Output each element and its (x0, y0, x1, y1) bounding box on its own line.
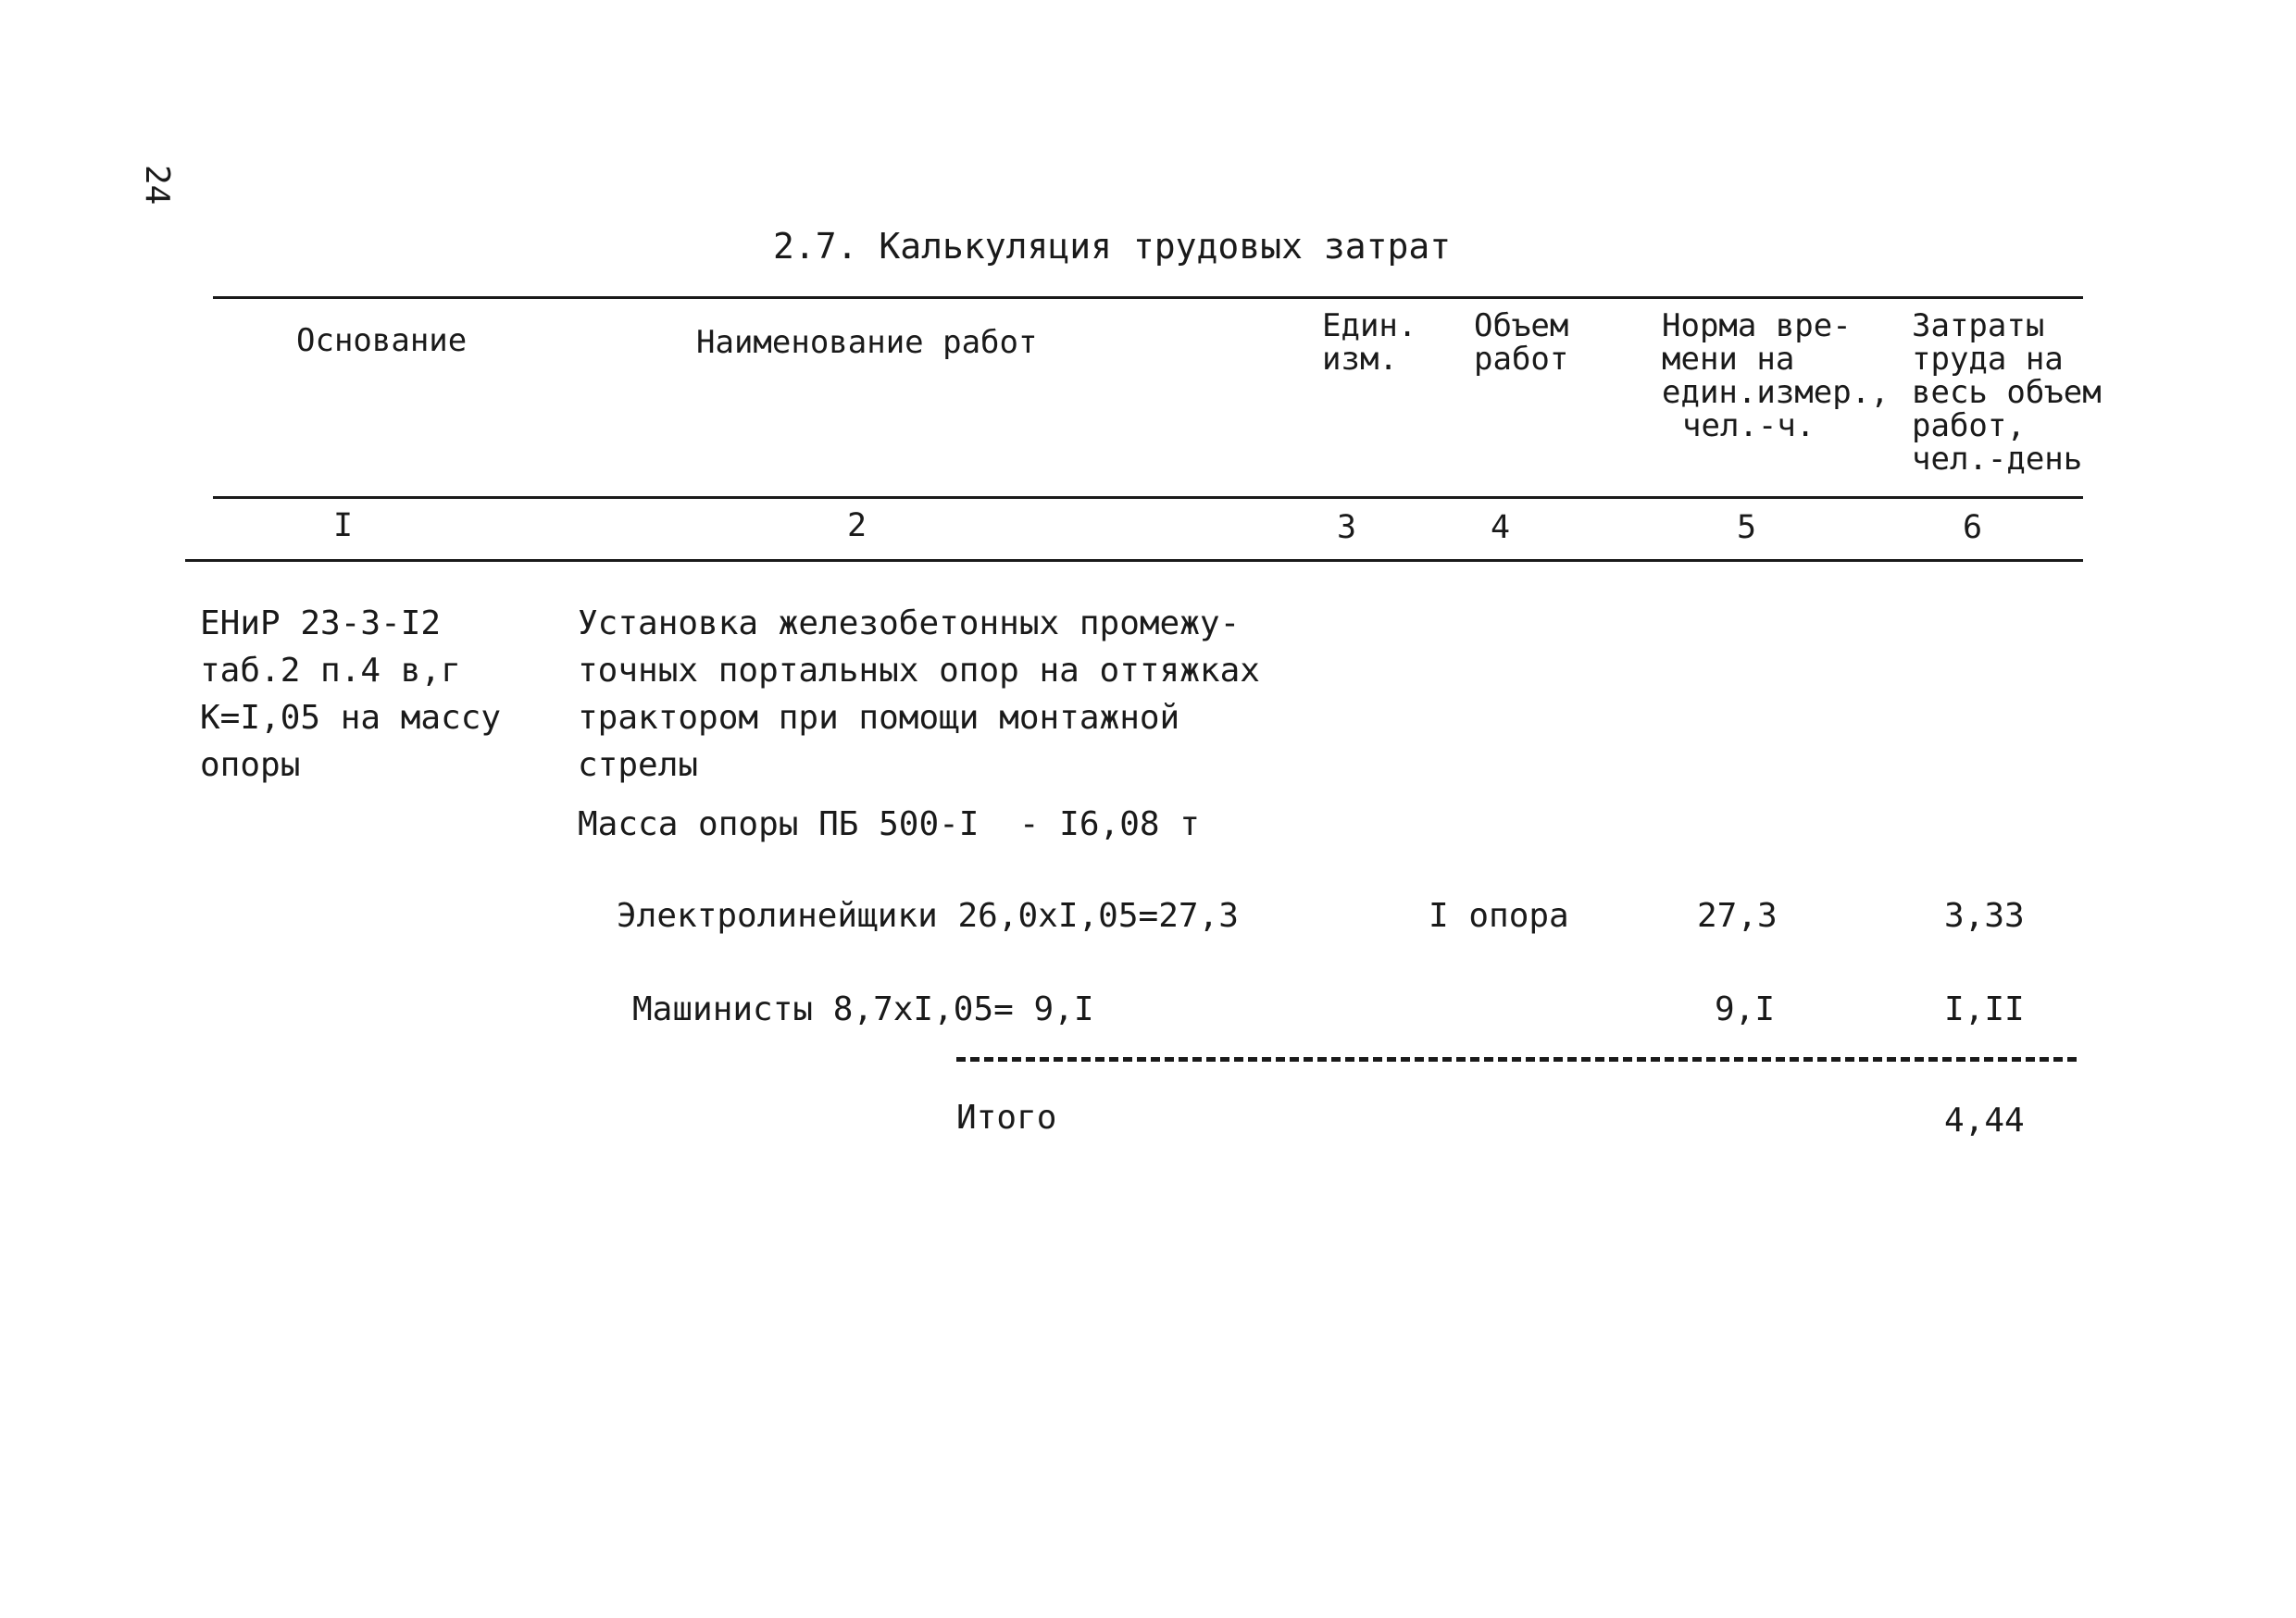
page-title: 2.7. Калькуляция трудовых затрат (773, 226, 1452, 267)
line-label: Машинисты 8,7хI,05= 9,I (632, 990, 1094, 1028)
header-labor-cost (1912, 309, 2102, 476)
header-time-norm-line: един.измер., (1662, 374, 1890, 411)
header-labor-cost-line: работ, (1912, 407, 2026, 444)
header-unit (1322, 309, 1416, 376)
header-labor-cost-line: чел.-день (1912, 441, 2083, 478)
column-number: 5 (1737, 509, 1757, 546)
row-basis-line: опоры (200, 746, 301, 784)
row-work-name-line: трактором при помощи монтажной (578, 699, 1180, 737)
line-norm: 27,3 (1697, 897, 1778, 935)
row-work-name (578, 600, 1260, 789)
line-cost: I,II (1944, 990, 2025, 1028)
total-separator (956, 1057, 2077, 1062)
header-unit-line: Един. (1322, 307, 1417, 344)
total-value: 4,44 (1944, 1101, 2025, 1139)
header-volume (1474, 309, 1568, 376)
header-unit-line: изм. (1322, 341, 1398, 378)
column-number: I (333, 507, 354, 544)
column-number: 6 (1963, 509, 1983, 546)
row-work-name-line: Установка железобетонных промежу- (578, 604, 1241, 642)
header-time-norm (1662, 309, 1890, 442)
line-label: Электролинейщики 26,0хI,05=27,3 (617, 897, 1239, 935)
row-work-name-line: стрелы (578, 746, 699, 784)
header-bottom-rule (213, 496, 2083, 499)
line-volume: I опора (1429, 897, 1569, 935)
header-basis: Основание (296, 322, 468, 359)
header-time-norm-line: чел.-ч. (1682, 407, 1816, 444)
column-numbers-bottom-rule (185, 559, 2083, 562)
line-cost: 3,33 (1944, 897, 2025, 935)
header-work-name: Наименование работ (696, 324, 1038, 361)
header-labor-cost-line: труда на (1912, 341, 2064, 378)
row-basis-line: таб.2 п.4 в,г (200, 652, 461, 690)
header-time-norm-line: мени на (1662, 341, 1795, 378)
header-volume-line: Объем (1474, 307, 1569, 344)
row-basis (200, 600, 501, 789)
header-labor-cost-line: весь объем (1912, 374, 2102, 411)
row-basis-line: К=I,05 на массу (200, 699, 502, 737)
total-label: Итого (956, 1099, 1057, 1137)
mass-note: Масса опоры ПБ 500-I - I6,08 т (578, 805, 1200, 843)
column-number: 3 (1337, 509, 1357, 546)
row-work-name-line: точных портальных опор на оттяжках (578, 652, 1260, 690)
row-basis-line: ЕНиР 23-3-I2 (200, 604, 442, 642)
page-number: 24 (138, 165, 176, 205)
header-time-norm-line: Норма вре- (1662, 307, 1852, 344)
header-volume-line: работ (1474, 341, 1569, 378)
column-number: 2 (847, 507, 867, 544)
line-norm: 9,I (1715, 990, 1776, 1028)
column-number: 4 (1491, 509, 1511, 546)
table-top-rule (213, 296, 2083, 299)
header-labor-cost-line: Затраты (1912, 307, 2045, 344)
